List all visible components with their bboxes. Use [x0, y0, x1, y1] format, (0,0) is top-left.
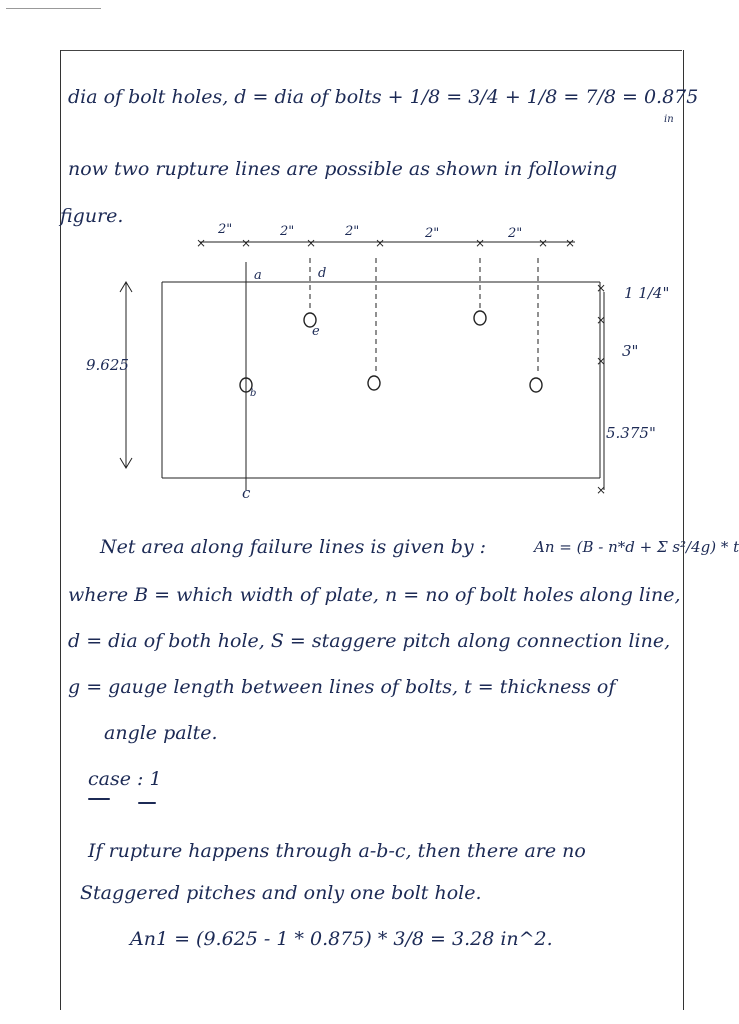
case-title: case : 1: [88, 768, 162, 790]
line-label-a: a: [254, 268, 262, 283]
pitch-tick: ×: [196, 236, 207, 250]
pitch-label: 2": [280, 224, 295, 239]
case-underline: [138, 802, 156, 804]
line-label-c: c: [242, 484, 251, 502]
bolt-hole: [368, 376, 380, 390]
figure-caption-text: figure.: [60, 205, 124, 227]
pitch-tick: ×: [241, 236, 252, 250]
net-area-intro: Net area along failure lines is given by :: [100, 536, 487, 558]
pitch-tick: ×: [375, 236, 386, 250]
edge-tick: ×: [596, 354, 607, 368]
pitch-tick: ×: [565, 236, 576, 250]
pitch-label: 2": [508, 226, 523, 241]
case-result: An1 = (9.625 - 1 * 0.875) * 3/8 = 3.28 in^2.: [130, 928, 553, 950]
definition-line: where B = which width of plate, n = no of bolt holes along line,: [68, 584, 681, 606]
edge-tick: ×: [596, 483, 607, 497]
edge-distance-label: 5.375": [606, 424, 656, 442]
case-underline: [88, 798, 110, 800]
gauge-label: 3": [622, 342, 639, 360]
pitch-label: 2": [425, 226, 440, 241]
bolt-hole: [530, 378, 542, 392]
bolt-hole-dia-line: dia of bolt holes, d = dia of bolts + 1/8 = 3/4 + 1/8 = 7/8 = 0.875: [68, 86, 699, 108]
page-frame: [60, 50, 684, 1010]
edge-tick: ×: [596, 281, 607, 295]
bolt-hole-dia-unit: in: [664, 114, 674, 125]
hole-label-b: b: [250, 388, 257, 399]
corner-rule: [6, 8, 101, 9]
plate-bolt-figure: [60, 200, 682, 500]
hole-label-e: e: [312, 324, 320, 339]
pitch-label: 2": [345, 224, 360, 239]
edge-tick: ×: [596, 313, 607, 327]
pitch-tick: ×: [475, 236, 486, 250]
line-label-d: d: [318, 266, 327, 281]
rupture-lines-text: now two rupture lines are possible as shown in following: [68, 158, 618, 180]
edge-distance-label: 1 1/4": [624, 284, 670, 302]
pitch-tick: ×: [306, 236, 317, 250]
pitch-label: 2": [218, 222, 233, 237]
net-area-formula: An = (B - n*d + Σ s²/4g) * t: [534, 538, 739, 556]
definition-line: g = gauge length between lines of bolts, t = thickness of: [68, 676, 616, 698]
pitch-tick: ×: [538, 236, 549, 250]
definition-line: d = dia of both hole, S = staggere pitch along connection line,: [68, 630, 671, 652]
bolt-hole: [474, 311, 486, 325]
case-text: If rupture happens through a-b-c, then there are no: [88, 840, 586, 862]
case-text: Staggered pitches and only one bolt hole.: [80, 882, 482, 904]
definition-line: angle palte.: [104, 722, 218, 744]
plate-width-label: 9.625: [86, 356, 129, 374]
